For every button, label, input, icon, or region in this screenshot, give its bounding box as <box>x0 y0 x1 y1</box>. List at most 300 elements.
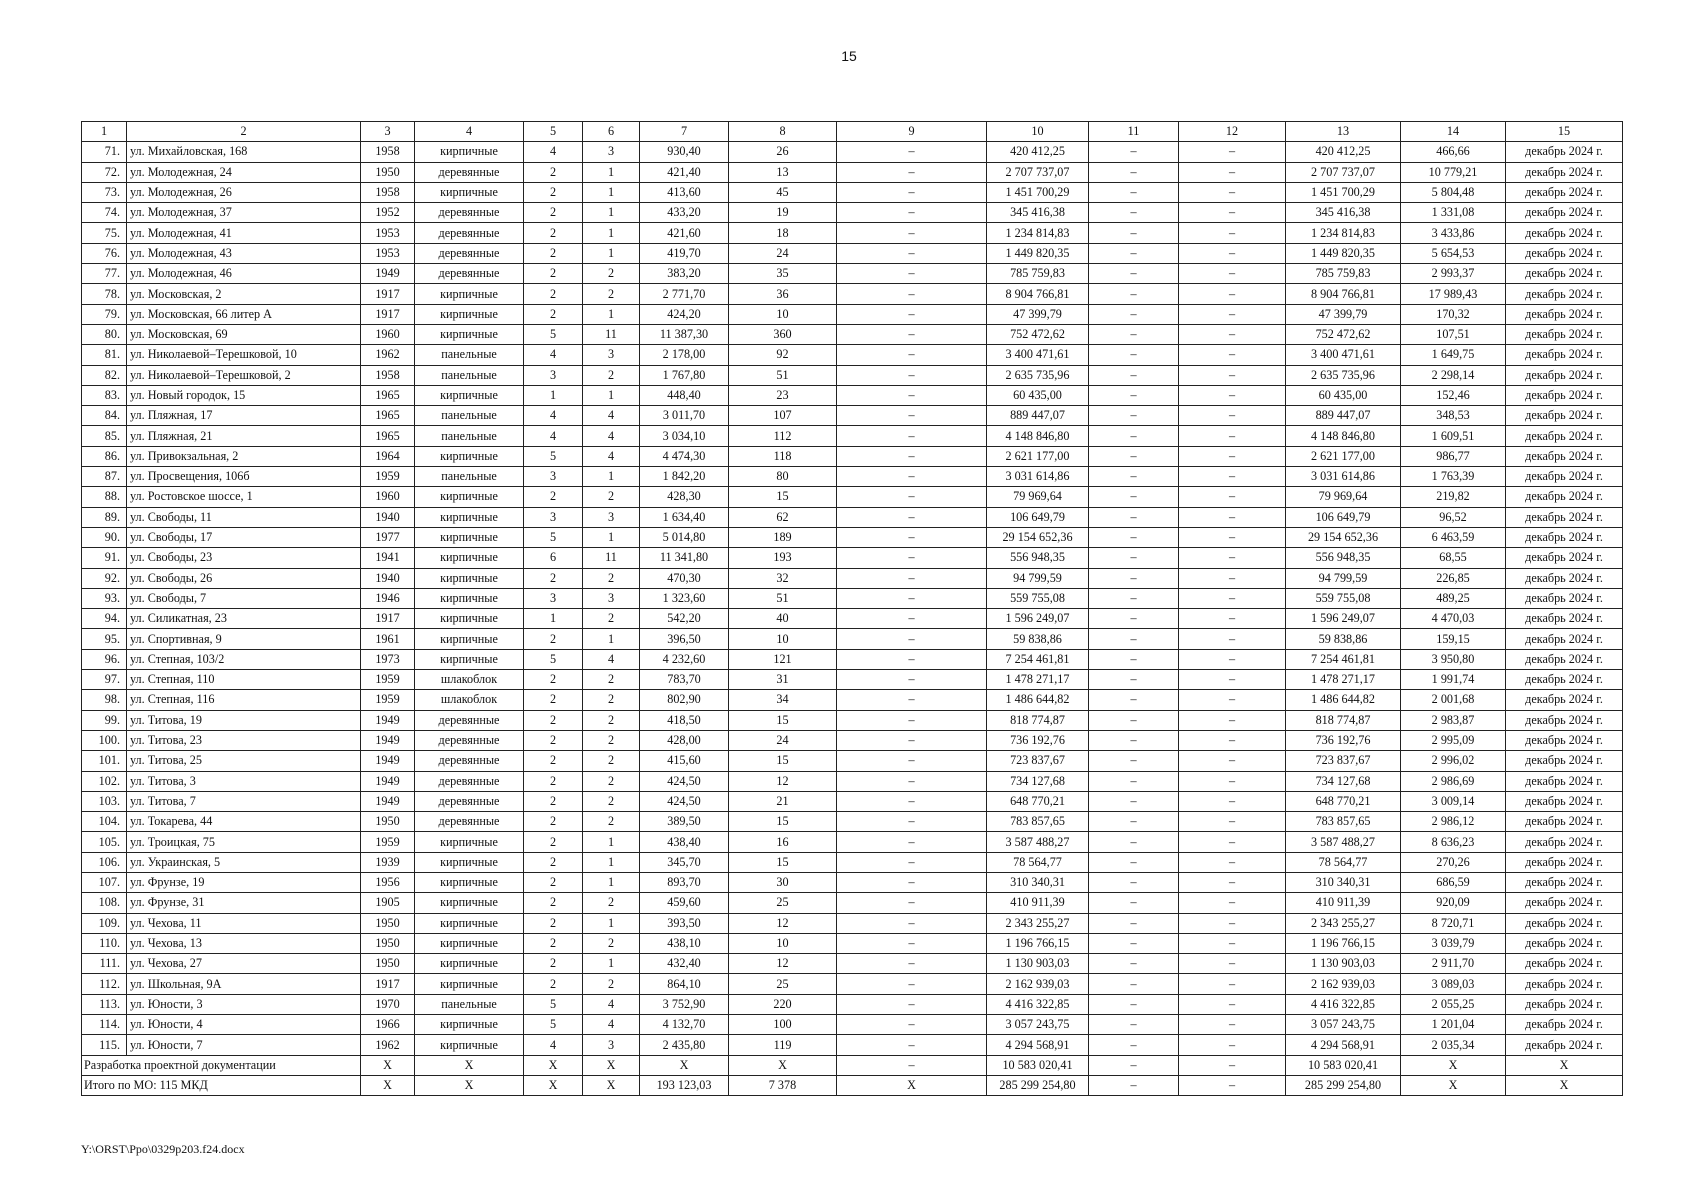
table-cell: 11 <box>583 324 640 344</box>
table-cell: – <box>1179 406 1286 426</box>
table-cell: декабрь 2024 г. <box>1506 812 1623 832</box>
table-cell: 2 <box>583 710 640 730</box>
table-cell: деревянные <box>415 771 524 791</box>
table-cell: 2 <box>524 182 583 202</box>
table-cell: 1917 <box>361 284 415 304</box>
table-cell: X <box>361 1075 415 1095</box>
table-cell: 1 <box>583 629 640 649</box>
table-cell: 1965 <box>361 385 415 405</box>
table-cell: 3 034,10 <box>640 426 729 446</box>
table-cell: 1970 <box>361 994 415 1014</box>
table-cell: 2 <box>524 913 583 933</box>
table-cell: 15 <box>729 751 837 771</box>
table-cell: 2 <box>524 568 583 588</box>
table-cell: 80. <box>82 324 127 344</box>
table-cell: 1 <box>583 913 640 933</box>
table-cell: 1959 <box>361 690 415 710</box>
table-cell: 76. <box>82 243 127 263</box>
table-cell: 4 470,03 <box>1401 609 1506 629</box>
table-cell: 559 755,08 <box>987 588 1089 608</box>
table-cell: 91. <box>82 548 127 568</box>
table-cell: 11 387,30 <box>640 324 729 344</box>
address-cell: ул. Молодежная, 41 <box>127 223 361 243</box>
table-cell: 8 636,23 <box>1401 832 1506 852</box>
table-cell: 1 331,08 <box>1401 203 1506 223</box>
table-cell: 18 <box>729 223 837 243</box>
summary-row <box>82 1055 1623 1075</box>
address-cell: ул. Титова, 3 <box>127 771 361 791</box>
table-cell: 556 948,35 <box>1286 548 1401 568</box>
table-cell: – <box>1179 203 1286 223</box>
table-cell: 986,77 <box>1401 446 1506 466</box>
table-cell: 2 <box>524 872 583 892</box>
table-cell: 3 950,80 <box>1401 649 1506 669</box>
table-cell: 3 009,14 <box>1401 791 1506 811</box>
table-cell: декабрь 2024 г. <box>1506 670 1623 690</box>
table-row <box>82 426 1623 446</box>
table-cell: 470,30 <box>640 568 729 588</box>
table-cell: деревянные <box>415 203 524 223</box>
table-cell: – <box>1179 1015 1286 1035</box>
table-cell: – <box>1089 913 1179 933</box>
table-cell: 10 <box>729 933 837 953</box>
column-header: 12 <box>1179 122 1286 142</box>
table-cell: – <box>1179 568 1286 588</box>
table-cell: кирпичные <box>415 284 524 304</box>
column-header: 10 <box>987 122 1089 142</box>
table-cell: 193 123,03 <box>640 1075 729 1095</box>
table-cell: 345,70 <box>640 852 729 872</box>
table-cell: 23 <box>729 385 837 405</box>
table-cell: 542,20 <box>640 609 729 629</box>
table-cell: 3 <box>583 507 640 527</box>
table-cell: 1959 <box>361 467 415 487</box>
table-cell: 10 583 020,41 <box>987 1055 1089 1075</box>
table-cell: панельные <box>415 406 524 426</box>
table-cell: 29 154 652,36 <box>987 527 1089 547</box>
table-cell: 1 <box>583 223 640 243</box>
table-cell: декабрь 2024 г. <box>1506 1035 1623 1055</box>
column-header: 14 <box>1401 122 1506 142</box>
address-cell: ул. Украинская, 5 <box>127 852 361 872</box>
table-cell: – <box>837 568 987 588</box>
table-cell: 1 196 766,15 <box>987 933 1089 953</box>
table-cell: – <box>1089 1075 1179 1095</box>
table-cell: 2 911,70 <box>1401 954 1506 974</box>
table-cell: 686,59 <box>1401 872 1506 892</box>
table-cell: 226,85 <box>1401 568 1506 588</box>
table-cell: 389,50 <box>640 812 729 832</box>
table-cell: – <box>837 852 987 872</box>
table-cell: 78. <box>82 284 127 304</box>
table-cell: 78 564,77 <box>1286 852 1401 872</box>
table-cell: 8 720,71 <box>1401 913 1506 933</box>
table-cell: – <box>1179 771 1286 791</box>
table-cell: декабрь 2024 г. <box>1506 345 1623 365</box>
address-cell: ул. Спортивная, 9 <box>127 629 361 649</box>
table-cell: – <box>1179 1035 1286 1055</box>
table-cell: 88. <box>82 487 127 507</box>
table-row <box>82 162 1623 182</box>
address-cell: ул. Степная, 103/2 <box>127 649 361 669</box>
table-cell: 94 799,59 <box>1286 568 1401 588</box>
table-cell: 424,20 <box>640 304 729 324</box>
table-cell: 100 <box>729 1015 837 1035</box>
table-cell: деревянные <box>415 243 524 263</box>
table-cell: 1962 <box>361 345 415 365</box>
table-cell: 4 294 568,91 <box>987 1035 1089 1055</box>
table-cell: 110. <box>82 933 127 953</box>
table-cell: 2 983,87 <box>1401 710 1506 730</box>
table-cell: 96,52 <box>1401 507 1506 527</box>
table-cell: 415,60 <box>640 751 729 771</box>
table-cell: кирпичные <box>415 1035 524 1055</box>
table-cell: 2 <box>583 771 640 791</box>
table-cell: 1 486 644,82 <box>1286 690 1401 710</box>
table-cell: – <box>837 365 987 385</box>
table-cell: 2 <box>524 710 583 730</box>
table-cell: 2 <box>524 832 583 852</box>
table-cell: 4 <box>524 142 583 162</box>
table-cell: 4 132,70 <box>640 1015 729 1035</box>
table-cell: декабрь 2024 г. <box>1506 527 1623 547</box>
table-row <box>82 832 1623 852</box>
table-cell: 752 472,62 <box>1286 324 1401 344</box>
table-cell: – <box>837 1035 987 1055</box>
table-cell: декабрь 2024 г. <box>1506 791 1623 811</box>
table-cell: 1966 <box>361 1015 415 1035</box>
table-cell: – <box>1089 406 1179 426</box>
column-header: 4 <box>415 122 524 142</box>
table-cell: 3 <box>583 1035 640 1055</box>
table-cell: 1 201,04 <box>1401 1015 1506 1035</box>
table-cell: 393,50 <box>640 913 729 933</box>
table-cell: 15 <box>729 812 837 832</box>
table-cell: деревянные <box>415 162 524 182</box>
table-cell: 104. <box>82 812 127 832</box>
table-cell: – <box>1179 832 1286 852</box>
table-cell: – <box>1089 791 1179 811</box>
table-row <box>82 771 1623 791</box>
table-cell: 1960 <box>361 324 415 344</box>
address-cell: ул. Юности, 7 <box>127 1035 361 1055</box>
table-cell: 1964 <box>361 446 415 466</box>
table-cell: 17 989,43 <box>1401 284 1506 304</box>
table-cell: декабрь 2024 г. <box>1506 649 1623 669</box>
table-cell: – <box>1089 203 1179 223</box>
address-cell: ул. Троицкая, 75 <box>127 832 361 852</box>
table-cell: 82. <box>82 365 127 385</box>
table-cell: X <box>1506 1055 1623 1075</box>
table-cell: – <box>837 507 987 527</box>
table-cell: 2 <box>524 852 583 872</box>
table-cell: 3 587 488,27 <box>1286 832 1401 852</box>
table-row <box>82 913 1623 933</box>
table-cell: 2 <box>524 487 583 507</box>
table-cell: кирпичные <box>415 324 524 344</box>
table-cell: 220 <box>729 994 837 1014</box>
table-cell: – <box>1089 771 1179 791</box>
table-cell: 102. <box>82 771 127 791</box>
table-cell: 1950 <box>361 913 415 933</box>
table-row <box>82 365 1623 385</box>
table-cell: – <box>1179 690 1286 710</box>
table-cell: 159,15 <box>1401 629 1506 649</box>
table-cell: 47 399,79 <box>1286 304 1401 324</box>
table-cell: 7 254 461,81 <box>987 649 1089 669</box>
table-cell: 3 <box>583 345 640 365</box>
table-cell: 752 472,62 <box>987 324 1089 344</box>
address-cell: ул. Силикатная, 23 <box>127 609 361 629</box>
table-cell: 10 779,21 <box>1401 162 1506 182</box>
table-cell: 107. <box>82 872 127 892</box>
table-cell: 3 057 243,75 <box>1286 1015 1401 1035</box>
table-cell: 25 <box>729 974 837 994</box>
table-cell: – <box>1179 162 1286 182</box>
table-cell: 7 378 <box>729 1075 837 1095</box>
table-cell: 3 <box>583 588 640 608</box>
table-cell: 1 <box>583 162 640 182</box>
table-row <box>82 751 1623 771</box>
table-cell: 24 <box>729 730 837 750</box>
table-cell: 75. <box>82 223 127 243</box>
table-cell: – <box>1179 527 1286 547</box>
column-header: 11 <box>1089 122 1179 142</box>
table-cell: декабрь 2024 г. <box>1506 365 1623 385</box>
table-cell: – <box>837 527 987 547</box>
table-cell: 1950 <box>361 162 415 182</box>
table-cell: 1 <box>583 304 640 324</box>
table-cell: – <box>837 406 987 426</box>
table-cell: шлакоблок <box>415 690 524 710</box>
table-cell: 2 <box>583 264 640 284</box>
table-cell: 84. <box>82 406 127 426</box>
table-cell: 2 <box>524 243 583 263</box>
table-cell: – <box>1089 852 1179 872</box>
table-cell: 1949 <box>361 730 415 750</box>
table-cell: – <box>1089 182 1179 202</box>
table-cell: декабрь 2024 г. <box>1506 893 1623 913</box>
table-cell: 11 <box>583 548 640 568</box>
table-cell: 1 478 271,17 <box>1286 670 1401 690</box>
table-cell: 11 341,80 <box>640 548 729 568</box>
table-cell: декабрь 2024 г. <box>1506 426 1623 446</box>
table-row <box>82 872 1623 892</box>
table-cell: – <box>837 487 987 507</box>
table-cell: 51 <box>729 588 837 608</box>
table-cell: 785 759,83 <box>987 264 1089 284</box>
table-cell: 4 <box>583 406 640 426</box>
address-cell: ул. Московская, 69 <box>127 324 361 344</box>
table-cell: 3 752,90 <box>640 994 729 1014</box>
table-cell: 2 343 255,27 <box>987 913 1089 933</box>
table-cell: деревянные <box>415 710 524 730</box>
summary-label: Итого по МО: 115 МКД <box>82 1075 361 1095</box>
table-cell: 2 635 735,96 <box>1286 365 1401 385</box>
table-cell: 89. <box>82 507 127 527</box>
table-cell: 83. <box>82 385 127 405</box>
table-cell: – <box>837 954 987 974</box>
table-cell: – <box>1089 467 1179 487</box>
table-cell: 2 178,00 <box>640 345 729 365</box>
table-cell: 410 911,39 <box>987 893 1089 913</box>
table-cell: 1940 <box>361 568 415 588</box>
table-cell: 1950 <box>361 933 415 953</box>
table-cell: 106. <box>82 852 127 872</box>
table-cell: кирпичные <box>415 1015 524 1035</box>
column-header: 3 <box>361 122 415 142</box>
table-cell: 8 904 766,81 <box>1286 284 1401 304</box>
table-cell: 1 842,20 <box>640 467 729 487</box>
table-cell: декабрь 2024 г. <box>1506 487 1623 507</box>
table-cell: – <box>837 1015 987 1035</box>
page-number: 15 <box>841 48 857 64</box>
table-cell: – <box>1089 893 1179 913</box>
table-cell: – <box>1179 223 1286 243</box>
table-cell: 1 763,39 <box>1401 467 1506 487</box>
column-header: 2 <box>127 122 361 142</box>
address-cell: ул. Молодежная, 24 <box>127 162 361 182</box>
table-cell: 112. <box>82 974 127 994</box>
table-cell: – <box>1179 670 1286 690</box>
table-cell: 2 <box>583 893 640 913</box>
table-cell: 413,60 <box>640 182 729 202</box>
table-cell: 2 <box>583 284 640 304</box>
column-header: 6 <box>583 122 640 142</box>
table-cell: 79 969,64 <box>1286 487 1401 507</box>
table-cell: кирпичные <box>415 974 524 994</box>
column-header: 13 <box>1286 122 1401 142</box>
table-cell: 1977 <box>361 527 415 547</box>
table-cell: декабрь 2024 г. <box>1506 182 1623 202</box>
table-cell: X <box>1401 1075 1506 1095</box>
table-cell: 1953 <box>361 223 415 243</box>
table-cell: 270,26 <box>1401 852 1506 872</box>
table-cell: 4 <box>583 1015 640 1035</box>
table-cell: 285 299 254,80 <box>987 1075 1089 1095</box>
table-row <box>82 527 1623 547</box>
address-cell: ул. Привокзальная, 2 <box>127 446 361 466</box>
table-cell: 1958 <box>361 142 415 162</box>
table-cell: 802,90 <box>640 690 729 710</box>
table-cell: панельные <box>415 426 524 446</box>
table-cell: 2 055,25 <box>1401 994 1506 1014</box>
table-cell: декабрь 2024 г. <box>1506 446 1623 466</box>
table-cell: 920,09 <box>1401 893 1506 913</box>
table-cell: 2 986,69 <box>1401 771 1506 791</box>
table-cell: 424,50 <box>640 771 729 791</box>
table-cell: – <box>1179 304 1286 324</box>
table-cell: 1949 <box>361 710 415 730</box>
address-cell: ул. Свободы, 17 <box>127 527 361 547</box>
table-cell: 420 412,25 <box>987 142 1089 162</box>
table-cell: – <box>837 974 987 994</box>
table-cell: 1 451 700,29 <box>1286 182 1401 202</box>
table-cell: 34 <box>729 690 837 710</box>
table-cell: 734 127,68 <box>1286 771 1401 791</box>
table-cell: 100. <box>82 730 127 750</box>
table-cell: 95. <box>82 629 127 649</box>
table-cell: 2 <box>583 791 640 811</box>
table-cell: X <box>524 1055 583 1075</box>
table-cell: 107,51 <box>1401 324 1506 344</box>
table-cell: 112 <box>729 426 837 446</box>
table-cell: – <box>1089 284 1179 304</box>
table-cell: 4 416 322,85 <box>987 994 1089 1014</box>
table-cell: 1 <box>583 852 640 872</box>
table-cell: 2 <box>524 933 583 953</box>
address-cell: ул. Молодежная, 37 <box>127 203 361 223</box>
table-cell: 60 435,00 <box>987 385 1089 405</box>
table-cell: 930,40 <box>640 142 729 162</box>
table-cell: декабрь 2024 г. <box>1506 872 1623 892</box>
table-cell: 2 <box>524 954 583 974</box>
table-cell: декабрь 2024 г. <box>1506 223 1623 243</box>
table-cell: 1950 <box>361 812 415 832</box>
table-cell: 93. <box>82 588 127 608</box>
table-cell: – <box>1089 629 1179 649</box>
table-cell: декабрь 2024 г. <box>1506 852 1623 872</box>
table-cell: 410 911,39 <box>1286 893 1401 913</box>
table-cell: – <box>1179 548 1286 568</box>
table-cell: 4 232,60 <box>640 649 729 669</box>
table-row <box>82 1015 1623 1035</box>
table-cell: 4 <box>583 426 640 446</box>
table-cell: декабрь 2024 г. <box>1506 771 1623 791</box>
table-cell: деревянные <box>415 751 524 771</box>
table-cell: 113. <box>82 994 127 1014</box>
table-cell: 433,20 <box>640 203 729 223</box>
table-cell: – <box>837 223 987 243</box>
table-cell: 1 449 820,35 <box>1286 243 1401 263</box>
table-cell: X <box>1401 1055 1506 1075</box>
table-cell: 428,00 <box>640 730 729 750</box>
table-cell: – <box>837 426 987 446</box>
table-cell: – <box>1179 487 1286 507</box>
table-cell: 383,20 <box>640 264 729 284</box>
table-cell: кирпичные <box>415 954 524 974</box>
table-cell: X <box>729 1055 837 1075</box>
table-cell: – <box>1179 385 1286 405</box>
table-cell: 424,50 <box>640 791 729 811</box>
table-cell: 1 <box>583 243 640 263</box>
table-cell: 36 <box>729 284 837 304</box>
address-cell: ул. Школьная, 9А <box>127 974 361 994</box>
column-header: 9 <box>837 122 987 142</box>
address-cell: ул. Чехова, 13 <box>127 933 361 953</box>
table-cell: 35 <box>729 264 837 284</box>
table-cell: 2 <box>583 812 640 832</box>
table-cell: 1949 <box>361 771 415 791</box>
table-cell: – <box>1089 710 1179 730</box>
address-cell: ул. Свободы, 7 <box>127 588 361 608</box>
table-cell: кирпичные <box>415 142 524 162</box>
table-cell: – <box>837 162 987 182</box>
table-cell: 438,40 <box>640 832 729 852</box>
table-cell: 119 <box>729 1035 837 1055</box>
table-cell: 47 399,79 <box>987 304 1089 324</box>
table-cell: деревянные <box>415 791 524 811</box>
table-cell: 1 <box>583 872 640 892</box>
table-cell: 734 127,68 <box>987 771 1089 791</box>
table-cell: 4 <box>524 406 583 426</box>
table-cell: – <box>837 588 987 608</box>
table-cell: 2 <box>583 933 640 953</box>
table-cell: кирпичные <box>415 304 524 324</box>
table-cell: – <box>1179 609 1286 629</box>
table-cell: 4 148 846,80 <box>987 426 1089 446</box>
table-cell: 3 089,03 <box>1401 974 1506 994</box>
